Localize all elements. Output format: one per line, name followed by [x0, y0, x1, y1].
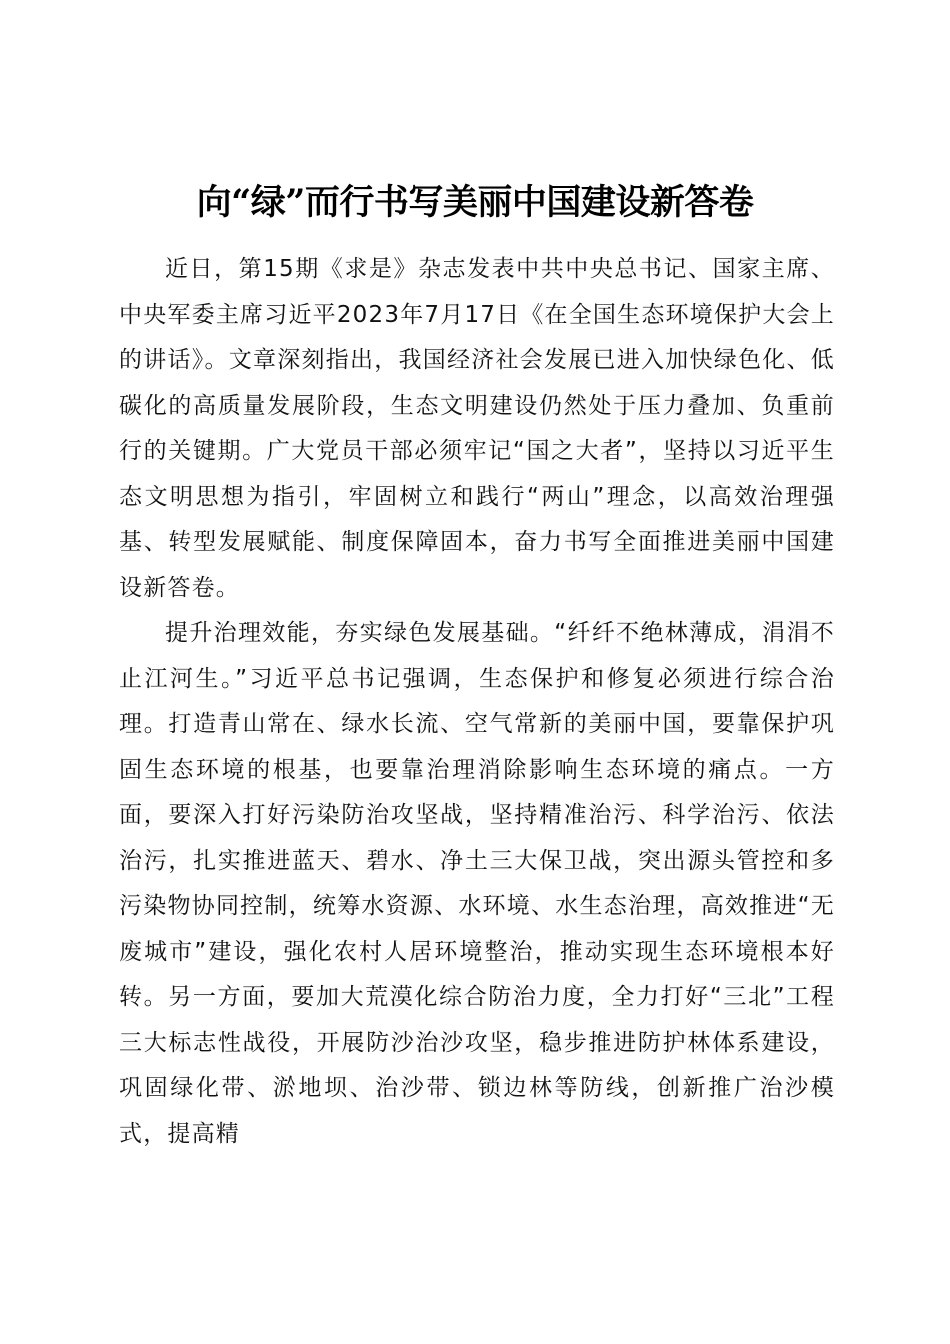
document-title: 向“绿”而行书写美丽中国建设新答卷	[196, 182, 754, 223]
document-body	[119, 247, 835, 1157]
paragraph-intro: 近日，第15期《求是》杂志发表中共中央总书记、国家主席、中央军委主席习近平2023年7月17日《在全国生态环境保护大会上的讲话》。文章深刻指出，我国经济社会发展已进入加快绿色化、低碳化的高质量发展阶段，生态文明建设仍然处于压力叠加、负重前行的关键期。广大党员干部必须牢记“国之大者”，坚持以习近平生态文明思想为指引，牢固树立和践行“两山”理念，以高效治理强基、转型发展赋能、制度保障固本，奋力书写全面推进美丽中国建设新答卷。	[119, 256, 835, 601]
paragraph-governance: 提升治理效能，夯实绿色发展基础。“纤纤不绝林薄成，涓涓不止江河生。”习近平总书记强调，生态保护和修复必须进行综合治理。打造青山常在、绿水长流、空气常新的美丽中国，要靠保护巩固生态环境的根基，也要靠治理消除影响生态环境的痛点。一方面，要深入打好污染防治攻坚战，坚持精准治污、科学治污、依法治污，扎实推进蓝天、碧水、净土三大保卫战，突出源头管控和多污染物协同控制，统筹水资源、水环境、水生态治理，高效推进“无废城市”建设，强化农村人居环境整治，推动实现生态环境根本好转。另一方面，要加大荒漠化综合防治力度，全力打好“三北”工程三大标志性战役，开展防沙治沙攻坚，稳步推进防护林体系建设，巩固绿化带、淤地坝、治沙带、锁边林等防线，创新推广治沙模式，提高精	[119, 620, 835, 1147]
